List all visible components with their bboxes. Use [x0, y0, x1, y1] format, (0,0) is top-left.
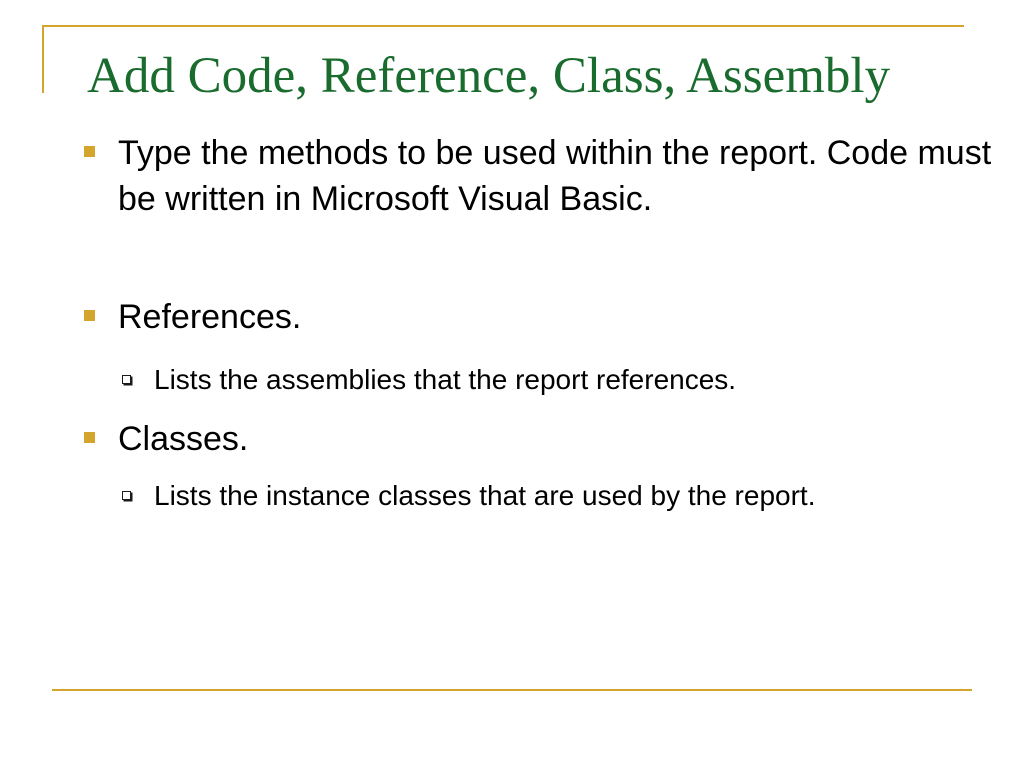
bullet-item — [118, 130, 1008, 222]
hollow-square-bullet-icon — [122, 491, 131, 500]
sub-bullet-item — [154, 356, 954, 404]
accent-line-bottom — [52, 689, 972, 691]
accent-line-top — [42, 25, 964, 27]
square-bullet-icon — [84, 146, 95, 157]
bullet-item — [118, 416, 1008, 462]
square-bullet-icon — [84, 310, 95, 321]
sub-bullet-item — [154, 472, 924, 520]
accent-line-vertical — [42, 25, 44, 93]
sub-bullet-text: Lists the assemblies that the report references. — [154, 364, 737, 395]
square-bullet-icon — [84, 432, 95, 443]
hollow-square-bullet-icon — [122, 375, 131, 384]
sub-bullet-text: Lists the instance classes that are used by the report. — [154, 480, 816, 511]
bullet-text: Classes. — [118, 420, 249, 458]
bullet-item — [118, 294, 1008, 340]
bullet-text: References. — [118, 298, 302, 336]
bullet-text: Type the methods to be used within the report. Code must be written in Microsoft Visual Basic. — [118, 134, 992, 218]
slide-title: Add Code, Reference, Class, Assembly — [87, 48, 891, 104]
